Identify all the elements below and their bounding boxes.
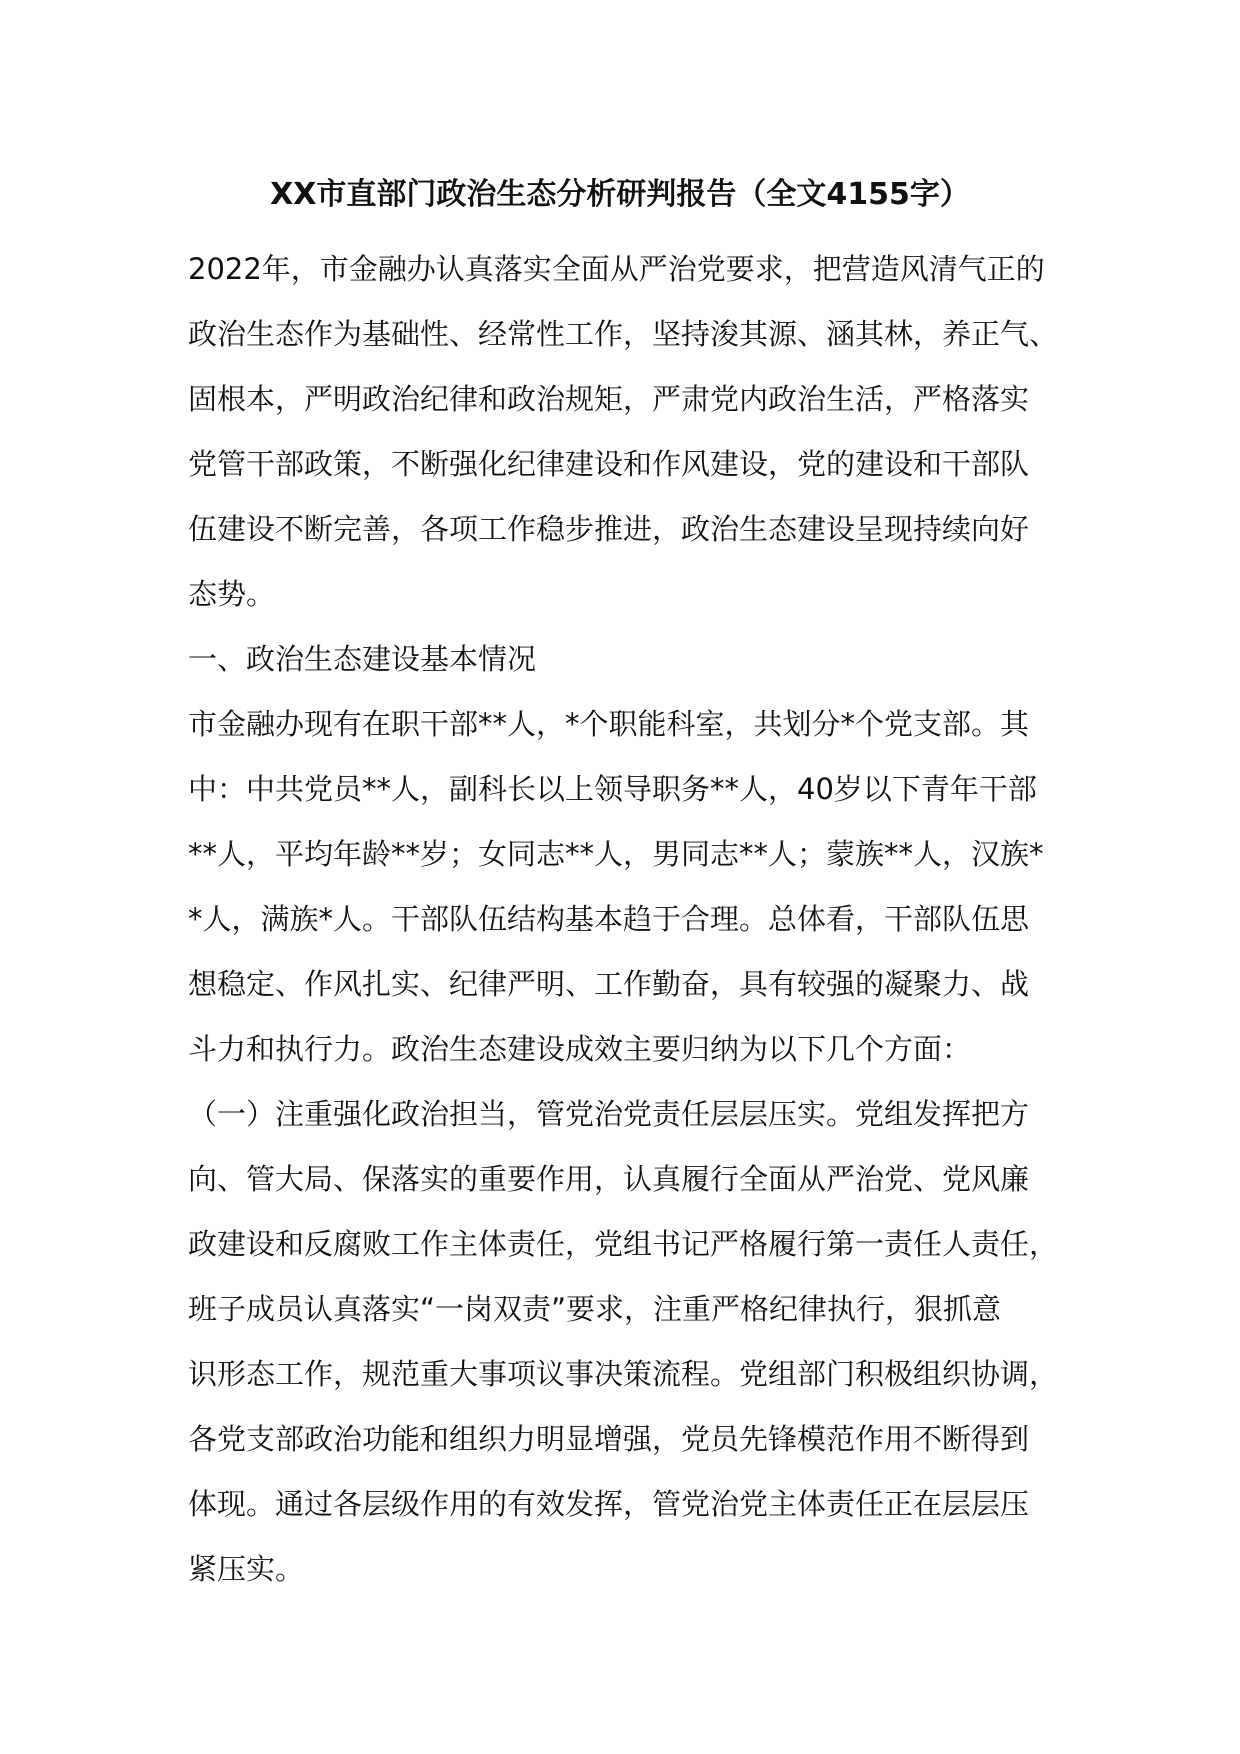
paragraph-subsection-1-line-1: （一）注重强化政治担当，管党治党责任层层压实。党组发挥把方 <box>188 1097 1030 1131</box>
paragraph-intro-line-1: 2022年，市金融办认真落实全面从严治党要求，把营造风清气正的 <box>188 252 1045 286</box>
paragraph-intro-line-6: 态势。 <box>188 577 276 611</box>
paragraph-basic-line-1: 市金融办现有在职干部**人，*个职能科室，共划分*个党支部。其 <box>188 707 1030 741</box>
paragraph-intro-line-4: 党管干部政策，不断强化纪律建设和作风建设，党的建设和干部队 <box>188 447 1030 481</box>
paragraph-subsection-1-line-5: 识形态工作，规范重大事项议事决策流程。党组部门积极组织协调， <box>188 1357 1059 1391</box>
paragraph-subsection-1-line-6: 各党支部政治功能和组织力明显增强，党员先锋模范作用不断得到 <box>188 1422 1030 1456</box>
paragraph-intro-line-2: 政治生态作为基础性、经常性工作，坚持浚其源、涵其林，养正气、 <box>188 317 1059 351</box>
paragraph-subsection-1-line-2: 向、管大局、保落实的重要作用，认真履行全面从严治党、党风廉 <box>188 1162 1030 1196</box>
paragraph-subsection-1-line-7: 体现。通过各层级作用的有效发挥，管党治党主体责任正在层层压 <box>188 1487 1030 1521</box>
paragraph-subsection-1-line-4: 班子成员认真落实“一岗双责”要求，注重严格纪律执行，狠抓意 <box>188 1292 1002 1326</box>
paragraph-intro-line-5: 伍建设不断完善，各项工作稳步推进，政治生态建设呈现持续向好 <box>188 512 1030 546</box>
paragraph-basic-line-2: 中：中共党员**人，副科长以上领导职务**人，40岁以下青年干部 <box>188 772 1037 806</box>
document-title: XX市直部门政治生态分析研判报告（全文4155字） <box>270 177 970 212</box>
paragraph-subsection-1-line-3: 政建设和反腐败工作主体责任，党组书记严格履行第一责任人责任， <box>188 1227 1059 1261</box>
document-body <box>188 237 1088 1602</box>
paragraph-intro-line-3: 固根本，严明政治纪律和政治规矩，严肃党内政治生活，严格落实 <box>188 382 1030 416</box>
paragraph-subsection-1-line-8: 紧压实。 <box>188 1552 305 1586</box>
section-heading-1: 一、政治生态建设基本情况 <box>188 642 537 676</box>
paragraph-basic-line-4: *人，满族*人。干部队伍结构基本趋于合理。总体看，干部队伍思 <box>188 902 1030 936</box>
paragraph-basic-line-6: 斗力和执行力。政治生态建设成效主要归纳为以下几个方面： <box>188 1032 972 1066</box>
paragraph-basic-line-5: 想稳定、作风扎实、纪律严明、工作勤奋，具有较强的凝聚力、战 <box>188 967 1030 1001</box>
paragraph-basic-line-3: **人，平均年龄**岁；女同志**人，男同志**人；蒙族**人，汉族* <box>188 837 1044 871</box>
